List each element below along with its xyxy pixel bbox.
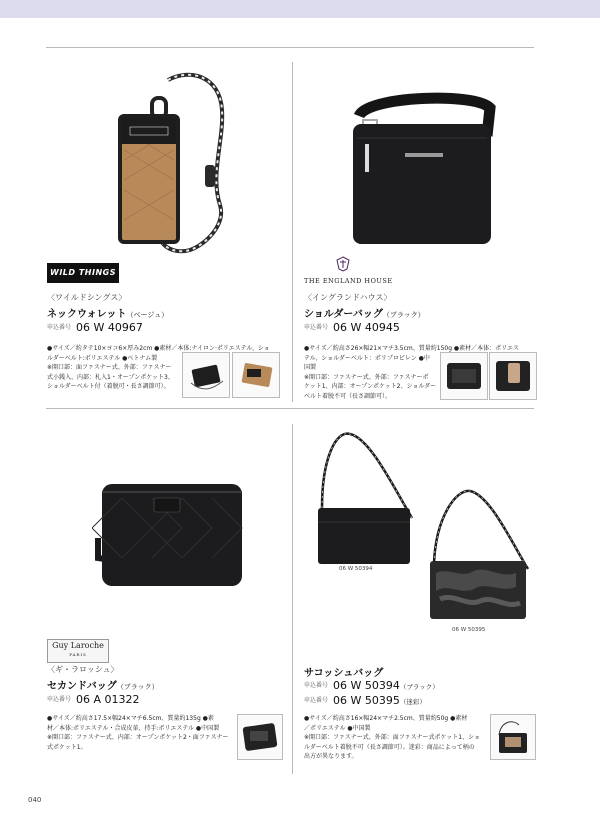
order-code-label: 申込番号 xyxy=(47,696,72,703)
guy-laroche-logo xyxy=(47,639,109,663)
detail-photo xyxy=(232,352,280,398)
england-house-logo: THE ENGLAND HOUSE xyxy=(304,277,393,285)
sacoche-camo-photo xyxy=(420,483,536,623)
spec-line: 材／本体:ポリエステル・合成皮革、持手:ポリエステル ●中国製 xyxy=(47,724,220,732)
spec-line: ※開口部：ファスナー式、外部：面ファスナー式ポケット1、ショ xyxy=(304,734,480,741)
product-name xyxy=(47,305,168,320)
spec-line: ケット1、内部：オープンポケット2、ショルダー xyxy=(304,383,437,390)
neck-wallet-photo xyxy=(110,70,240,265)
spec-line: 式ポケット1。 xyxy=(47,743,87,751)
order-code-variant: （迷彩） xyxy=(399,698,426,706)
product-variant: （ブラック） xyxy=(382,311,425,319)
product-name xyxy=(304,664,383,679)
order-code-label: 申込番号 xyxy=(304,682,329,689)
order-code: 06 W 40945 xyxy=(333,321,400,334)
spec-line: テル、ショルダーベルト：ポリプロピレン ●中 xyxy=(304,354,430,362)
product-name-text: ネックウォレット xyxy=(47,309,127,320)
order-code: 06 W 50395 xyxy=(333,694,400,707)
detail-photo xyxy=(182,352,230,398)
order-code-label: 申込番号 xyxy=(304,324,329,331)
product-name xyxy=(304,305,425,320)
middle-rule xyxy=(46,408,534,409)
product-name-text: ショルダーバッグ xyxy=(304,309,383,320)
order-code-row xyxy=(304,679,439,692)
order-code: 06 A 01322 xyxy=(76,693,140,706)
product-name-text: セカンドバッグ xyxy=(47,681,117,692)
spec-line: 式小銭入、内部：札入1・オープンポケット3、 xyxy=(47,373,174,381)
spec-text xyxy=(47,714,233,752)
page-number: 040 xyxy=(28,796,42,804)
detail-photo xyxy=(489,352,537,400)
spec-line: ショルダーベルト付（着脱可・長さ調節可）。 xyxy=(47,383,170,390)
product-name-text: サコッシュバッグ xyxy=(304,668,384,679)
order-code-row xyxy=(304,694,426,707)
guy-laroche-logo-name: Guy Laroche xyxy=(52,641,104,650)
spec-line: ※開口部：面ファスナー式、外部：ファスナー xyxy=(47,364,172,371)
spec-line: ※開口部：ファスナー式、外部：ファスナーポ xyxy=(304,373,429,381)
order-code-variant: （ブラック） xyxy=(399,683,439,691)
spec-text xyxy=(304,714,490,762)
wild-things-logo: WILD THINGS xyxy=(47,263,119,283)
spec-line: ●サイズ／約高さ26×幅21×マチ3.5cm、質量約150g ●素材／本体：ポリエス xyxy=(304,345,520,352)
order-code-row xyxy=(304,321,400,334)
top-band xyxy=(0,0,600,18)
spec-line: ●サイズ／約高さ16×幅24×マチ2.5cm、質量約50g ●素材 xyxy=(304,715,468,722)
brand-kana: 〈ワイルドシングス〉 xyxy=(47,293,127,302)
guy-laroche-logo-city: PARIS xyxy=(69,652,87,657)
product-variant: （ブラック） xyxy=(116,683,159,691)
spec-line: ／ポリエステル ●中国製 xyxy=(304,724,371,732)
order-code: 06 W 50394 xyxy=(333,679,400,692)
spec-line: ルダーベルト:ポリエステル ●ベトナム製 xyxy=(47,354,158,362)
spec-line: ●サイズ／約タテ10×ヨコ6×厚み2cm ●素材／本体:ナイロン·ポリエステル、ショ xyxy=(47,345,270,352)
product-name xyxy=(47,677,159,692)
detail-photo xyxy=(440,352,488,400)
spec-line: ベルト着脱不可（長さ調節可）。 xyxy=(304,392,392,400)
shoulder-bag-photo xyxy=(345,90,505,250)
second-bag-photo xyxy=(92,478,248,590)
order-code-label: 申込番号 xyxy=(47,324,72,331)
column-divider-top xyxy=(292,62,293,402)
photo-caption: 06 W 50394 xyxy=(339,566,373,572)
spec-line: 国製 xyxy=(304,364,317,371)
detail-photo xyxy=(490,714,536,760)
detail-photo xyxy=(237,714,283,760)
spec-line: ※開口部：ファスナー式、内部：オープンポケット2・面ファスナー xyxy=(47,734,229,741)
product-variant: （ベージュ） xyxy=(126,311,169,319)
england-house-crest-icon xyxy=(335,256,351,272)
order-code: 06 W 40967 xyxy=(76,321,143,334)
spec-line: 出方が異なります。 xyxy=(304,753,358,760)
brand-kana: 〈イングランドハウス〉 xyxy=(304,293,392,302)
top-rule xyxy=(46,47,534,48)
order-code-row xyxy=(47,321,143,334)
sacoche-black-photo xyxy=(308,428,420,570)
order-code-label: 申込番号 xyxy=(304,697,329,704)
spec-line: ●サイズ／約高さ17.5×幅24×マチ6.5cm、質量約135g ●素 xyxy=(47,715,214,722)
photo-caption: 06 W 50395 xyxy=(452,627,486,633)
spec-line: ルダーベルト着脱不可（長さ調節可）。迷彩：商品によって柄の xyxy=(304,743,475,751)
order-code-row xyxy=(47,693,140,706)
column-divider-bottom xyxy=(292,424,293,774)
brand-kana: 〈ギ・ラロッシュ〉 xyxy=(47,665,119,674)
